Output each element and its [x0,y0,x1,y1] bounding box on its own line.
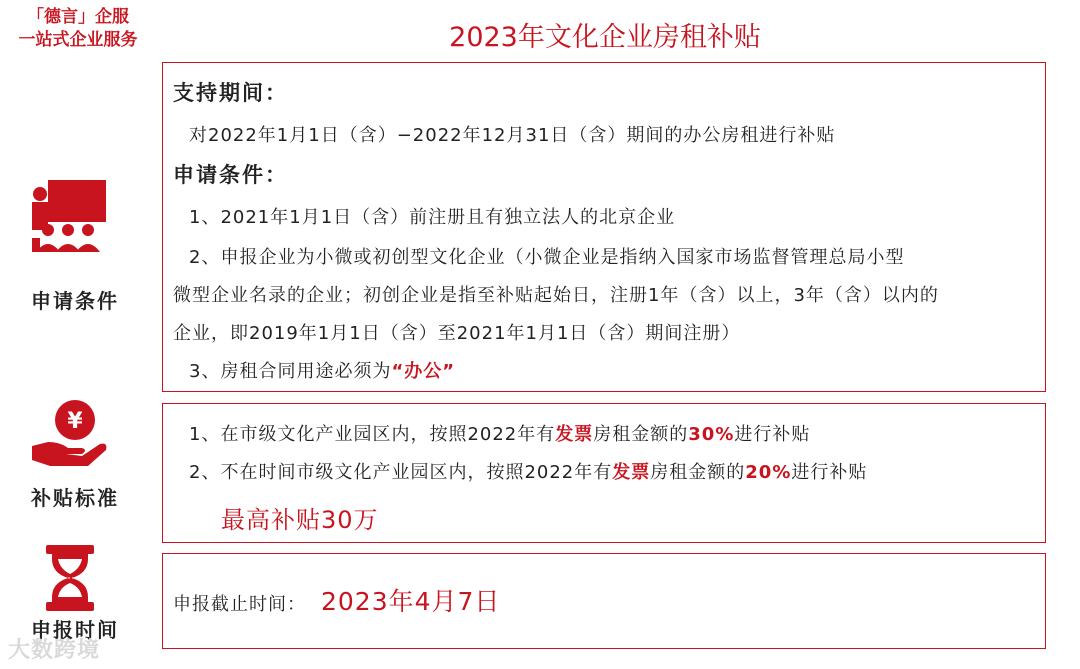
deadline-date: 2023年4月7日 [321,587,501,616]
conditions-box [162,62,1046,392]
standard-item-2-rate: 20% [745,462,792,483]
standard-item-2-c: 房租金额的 [650,462,746,483]
standard-item-1-e: 进行补贴 [734,424,811,445]
standard-item-1-invoice: 发票 [555,424,594,445]
max-subsidy: 最高补贴30万 [221,506,379,534]
hourglass-icon [44,545,96,611]
deadline-label: 申报截止时间： [173,594,306,615]
deadline-box [162,553,1046,649]
condition-item-2-line2: 微型企业名录的企业；初创企业是指至补贴起始日，注册1年（含）以上，3年（含）以内的 [173,285,939,306]
support-period-heading: 支持期间： [173,81,288,105]
condition-item-3-text: 3、房租合同用途必须为 [189,361,392,382]
page-title: 2023年文化企业房租补贴 [449,22,761,53]
meeting-icon [28,176,108,256]
brand-block [8,6,148,52]
brand-line1: 「德言」企服 [27,7,129,27]
sidebar-label-subsidy: 补贴标准 [31,486,119,510]
condition-item-3 [189,357,455,383]
condition-item-3-highlight: “办公” [391,361,456,382]
standard-item-2 [189,458,867,484]
brand-line2: 一站式企业服务 [18,30,138,50]
standard-item-2-a: 2、不在时间市级文化产业园区内，按照2022年有 [189,462,613,483]
support-period-text: 对2022年1月1日（含）−2022年12月31日（含）期间的办公房租进行补贴 [189,125,836,146]
standard-item-1-rate: 30% [688,424,735,445]
condition-item-2-line3: 企业，即2019年1月1日（含）至2021年1月1日（含）期间注册） [173,323,741,344]
sidebar-label-deadline: 申报时间 [31,618,119,642]
condition-item-2-line1: 2、申报企业为小微或初创型文化企业（小微企业是指纳入国家市场监督管理总局小型 [189,247,905,268]
watermark: 大数跨境 [8,638,101,663]
standard-item-1-c: 房租金额的 [593,424,689,445]
svg-text:¥: ¥ [67,409,83,434]
sidebar-label-apply: 申请条件 [31,289,119,313]
conditions-heading: 申请条件： [173,163,288,187]
standard-item-2-e: 进行补贴 [791,462,868,483]
standard-item-1 [189,420,810,446]
standard-item-1-a: 1、在市级文化产业园区内，按照2022年有 [189,424,556,445]
condition-item-1: 1、2021年1月1日（含）前注册且有独立法人的北京企业 [189,207,676,228]
yen-hand-icon [30,398,110,470]
standards-box [162,403,1046,543]
standard-item-2-invoice: 发票 [612,462,651,483]
